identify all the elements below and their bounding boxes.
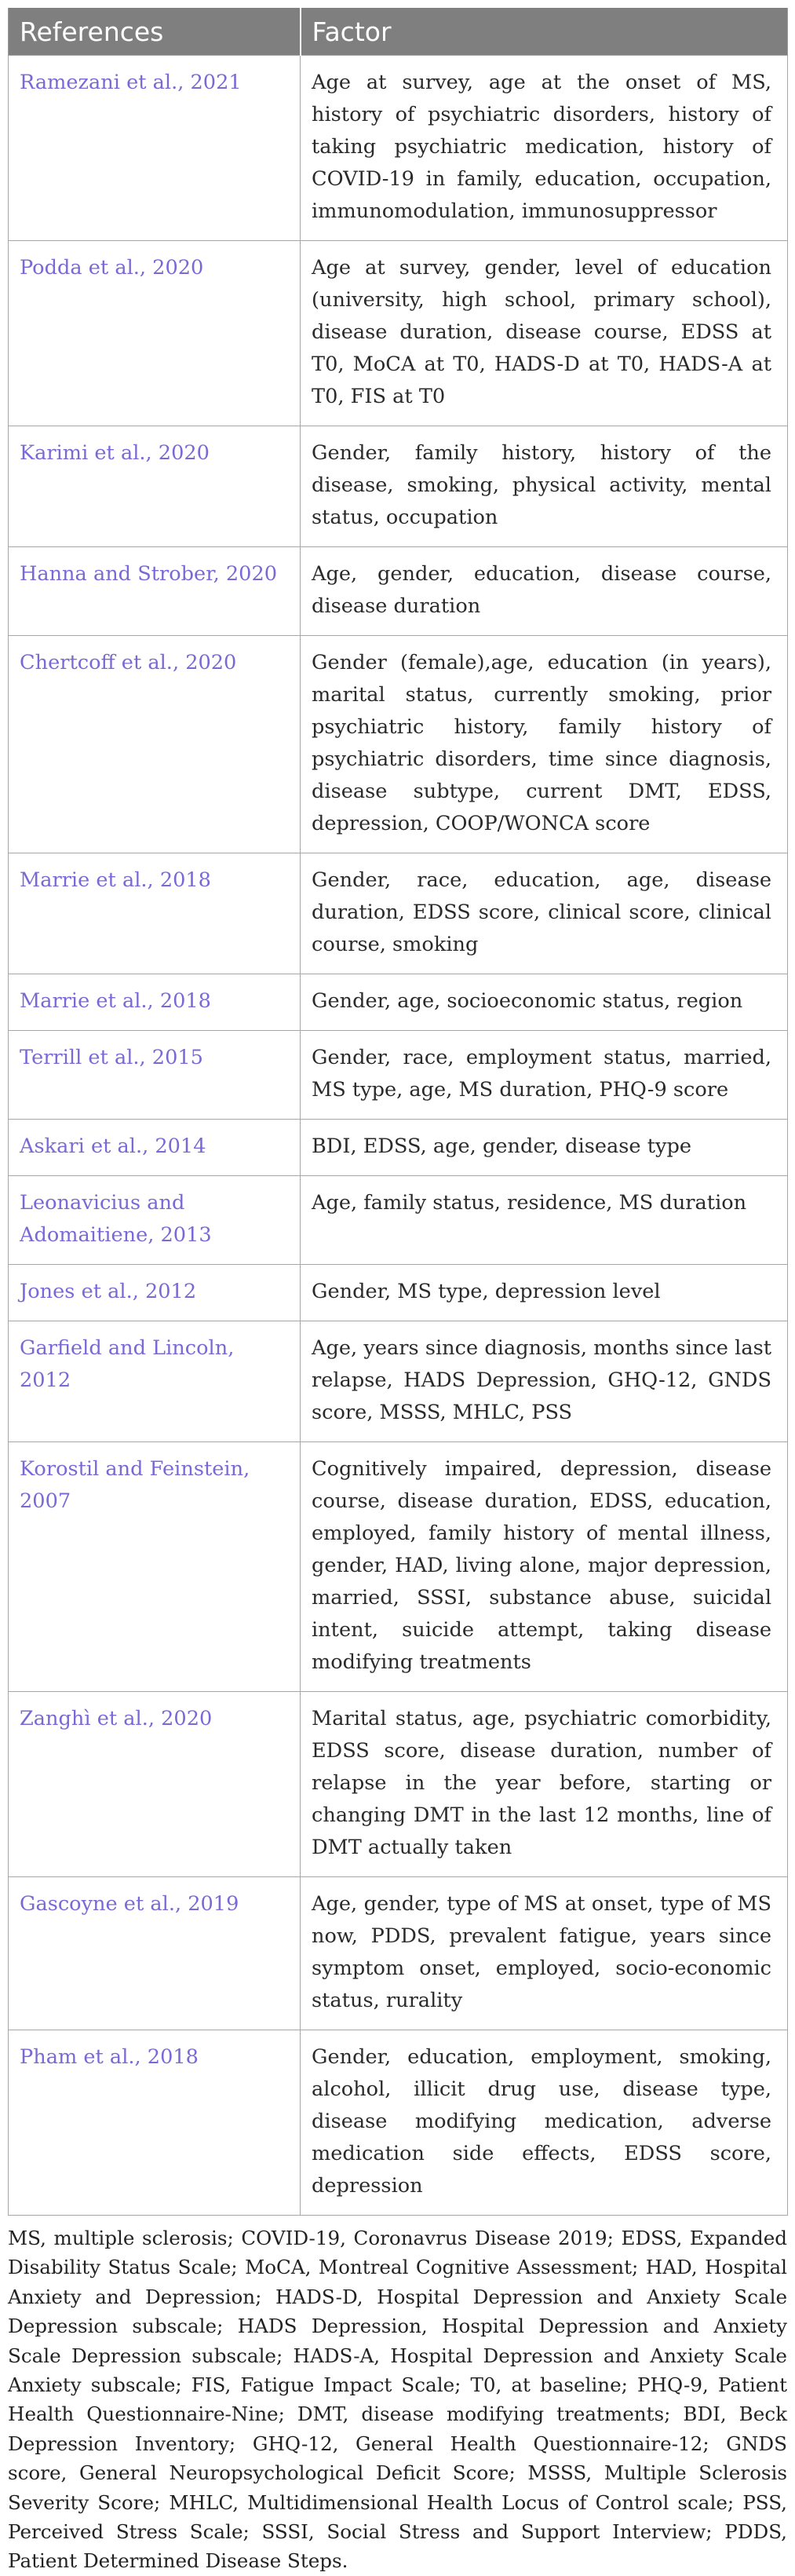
reference-link[interactable]: Askari et al., 2014 [9, 1120, 301, 1176]
table-footnote: MS, multiple sclerosis; COVID-19, Coronavrus Disease 2019; EDSS, Expanded Disability Status Scale; MoCA, Montreal Cognitive Assessment; HAD, Hospital Anxiety and Depression; HADS-D, Hospital Depression and Anxiety Scale Depression subscale; HADS Depression, Hospital Depression and Anxiety Scale Depression subscale; HADS-A, Hospital Depression and Anxiety Scale Anxiety subscale; FIS, Fatigue Impact Scale; T0, at baseline; PHQ-9, Patient Health Questionnaire-Nine; DMT, disease modifying treatments; BDI, Beck Depression Inventory; GHQ-12, General Health Questionnaire-12; GNDS score, General Neuropsychological Deficit Score; MSSS, Multiple Sclerosis Severity Score; MHLC, Multidimensional Health Locus of Control scale; PSS, Perceived Stress Scale; SSSI, Social Stress and Support Interview; PDDS, Patient Determined Disease Steps. [8, 2227, 787, 2573]
table-body [9, 56, 788, 2216]
factor-cell: Gender, education, employment, smoking, alcohol, illicit drug use, disease type, disease modifying medication, adverse medication side effects, EDSS score, depression [301, 2030, 788, 2216]
header-row [9, 8, 788, 56]
table-row [9, 853, 788, 974]
factor-cell: Gender, race, education, age, disease duration, EDSS score, clinical score, clinical course, smoking [301, 853, 788, 974]
factor-cell: Age, gender, type of MS at onset, type of MS now, PDDS, prevalent fatigue, years since symptom onset, employed, socio-economic status, rurality [301, 1877, 788, 2030]
table-row [9, 1442, 788, 1692]
references-factor-table [8, 8, 788, 2216]
factor-cell: Gender, family history, history of the disease, smoking, physical activity, mental status, occupation [301, 426, 788, 547]
reference-link[interactable]: Garfield and Lincoln, 2012 [9, 1321, 301, 1442]
factor-cell: BDI, EDSS, age, gender, disease type [301, 1120, 788, 1176]
reference-link[interactable]: Pham et al., 2018 [9, 2030, 301, 2216]
table-row [9, 1321, 788, 1442]
table-row [9, 1692, 788, 1877]
factor-cell: Age at survey, gender, level of education (university, high school, primary school), disease duration, disease course, EDSS at T0, MoCA at T0, HADS-D at T0, HADS-A at T0, FIS at T0 [301, 241, 788, 426]
table-row [9, 1265, 788, 1321]
factor-cell: Gender (female),age, education (in years), marital status, currently smoking, prior psychiatric history, family history of psychiatric disorders, time since diagnosis, disease subtype, current DMT, EDSS, depression, COOP/WONCA score [301, 636, 788, 853]
reference-link[interactable]: Chertcoff et al., 2020 [9, 636, 301, 853]
table-row [9, 1031, 788, 1120]
factor-cell: Gender, age, socioeconomic status, region [301, 974, 788, 1031]
factor-cell: Gender, race, employment status, married, MS type, age, MS duration, PHQ-9 score [301, 1031, 788, 1120]
table-row [9, 241, 788, 426]
factor-cell: Age, years since diagnosis, months since last relapse, HADS Depression, GHQ-12, GNDS score, MSSS, MHLC, PSS [301, 1321, 788, 1442]
reference-link[interactable]: Gascoyne et al., 2019 [9, 1877, 301, 2030]
table-row [9, 1176, 788, 1265]
reference-link[interactable]: Zanghì et al., 2020 [9, 1692, 301, 1877]
reference-link[interactable]: Leonavicius and Adomaitiene, 2013 [9, 1176, 301, 1265]
reference-link[interactable]: Hanna and Strober, 2020 [9, 547, 301, 636]
header-references: References [9, 8, 301, 56]
references-table-container [8, 8, 787, 2216]
reference-link[interactable]: Marrie et al., 2018 [9, 974, 301, 1031]
factor-cell: Age, family status, residence, MS duration [301, 1176, 788, 1265]
reference-link[interactable]: Korostil and Feinstein, 2007 [9, 1442, 301, 1692]
table-row [9, 1877, 788, 2030]
factor-cell: Marital status, age, psychiatric comorbidity, EDSS score, disease duration, number of relapse in the year before, starting or changing DMT in the last 12 months, line of DMT actually taken [301, 1692, 788, 1877]
table-row [9, 56, 788, 241]
table-row [9, 974, 788, 1031]
reference-link[interactable]: Jones et al., 2012 [9, 1265, 301, 1321]
factor-cell: Age at survey, age at the onset of MS, history of psychiatric disorders, history of taking psychiatric medication, history of COVID-19 in family, education, occupation, immunomodulation, immunosuppressor [301, 56, 788, 241]
reference-link[interactable]: Podda et al., 2020 [9, 241, 301, 426]
table-row [9, 426, 788, 547]
table-row [9, 547, 788, 636]
reference-link[interactable]: Terrill et al., 2015 [9, 1031, 301, 1120]
table-header [9, 8, 788, 56]
table-row [9, 2030, 788, 2216]
table-row [9, 636, 788, 853]
reference-link[interactable]: Karimi et al., 2020 [9, 426, 301, 547]
factor-cell: Cognitively impaired, depression, disease course, disease duration, EDSS, education, employed, family history of mental illness, gender, HAD, living alone, major depression, married, SSSI, substance abuse, suicidal intent, suicide attempt, taking disease modifying treatments [301, 1442, 788, 1692]
table-row [9, 1120, 788, 1176]
header-factor: Factor [301, 8, 788, 56]
factor-cell: Gender, MS type, depression level [301, 1265, 788, 1321]
reference-link[interactable]: Marrie et al., 2018 [9, 853, 301, 974]
factor-cell: Age, gender, education, disease course, disease duration [301, 547, 788, 636]
reference-link[interactable]: Ramezani et al., 2021 [9, 56, 301, 241]
